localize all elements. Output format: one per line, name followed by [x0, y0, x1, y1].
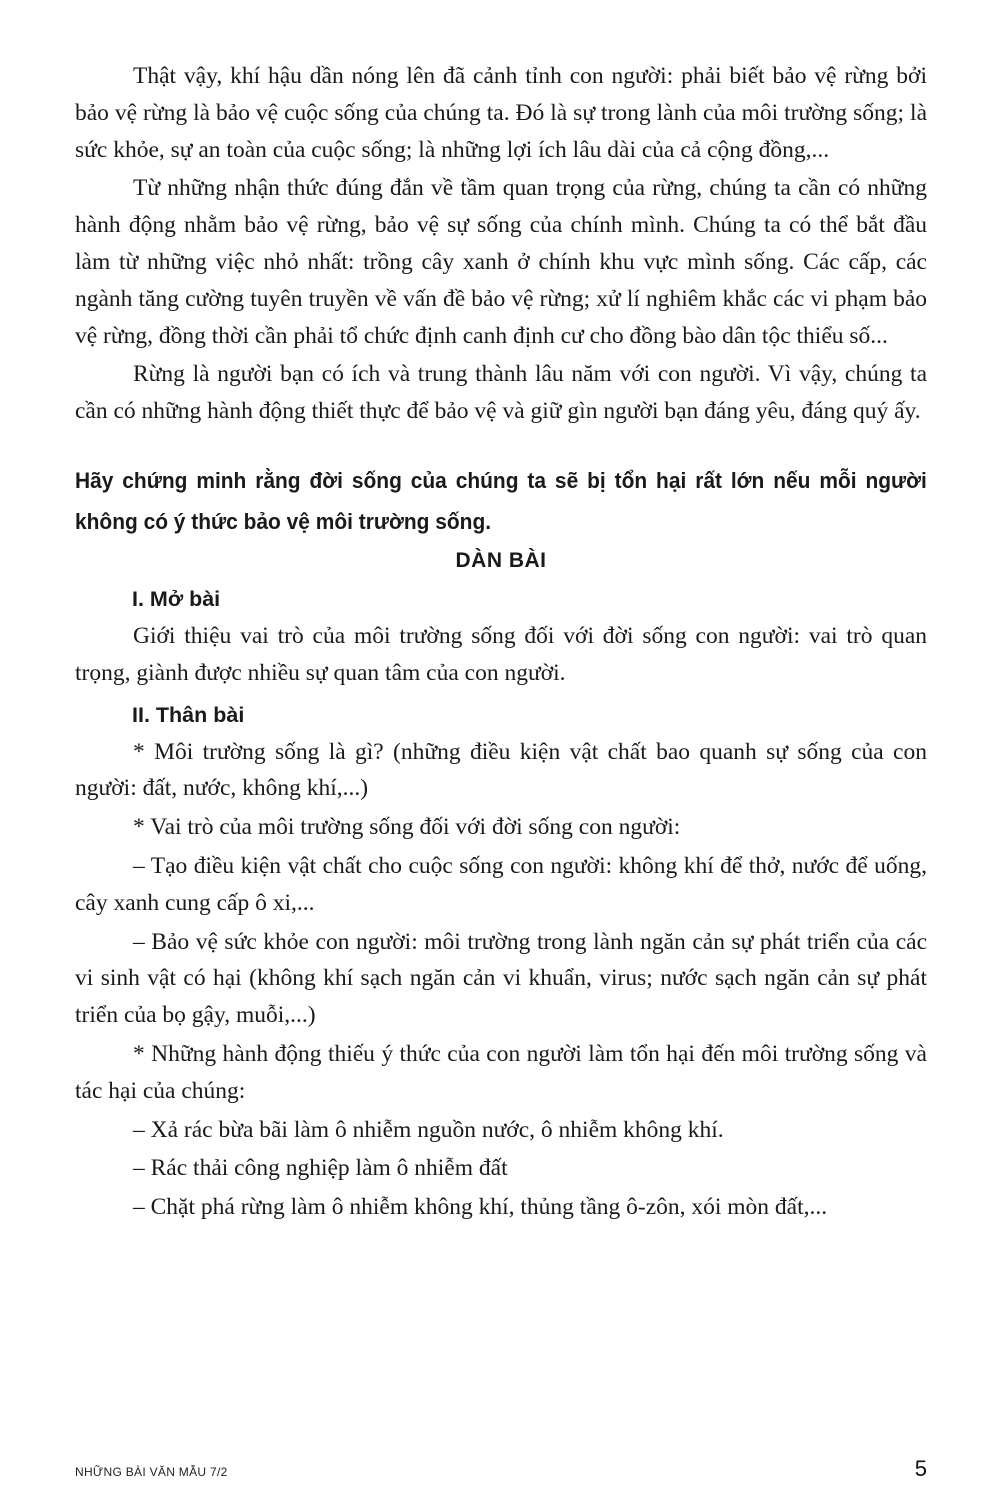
section-heading-body: II. Thân bài	[132, 702, 245, 727]
paragraph: – Bảo vệ sức khỏe con người: môi trường trong lành ngăn cản sự phát triển của các vi sinh vật có hại (không khí sạch ngăn cản vi khuẩn, virus; nước sạch ngăn cản sự phát triển của bọ gậy, muỗi,...)	[75, 928, 927, 1029]
paragraph: – Rác thải công nghiệp làm ô nhiễm đất	[133, 1155, 508, 1182]
outline-title: DÀN BÀI	[455, 548, 547, 572]
paragraph: * Môi trường sống là gì? (những điều kiện vật chất bao quanh sự sống của con người: đất, nước, không khí,...)	[75, 738, 927, 802]
paragraph: Giới thiệu vai trò của môi trường sống đối với đời sống con người: vai trò quan trọng, giành được nhiều sự quan tâm của con người.	[75, 622, 927, 686]
paragraph: – Chặt phá rừng làm ô nhiễm không khí, thủng tầng ô-zôn, xói mòn đất,...	[133, 1194, 828, 1221]
paragraph: – Tạo điều kiện vật chất cho cuộc sống con người: không khí để thở, nước để uống, cây xanh cung cấp ô xi,...	[75, 852, 927, 916]
paragraph: * Những hành động thiếu ý thức của con người làm tổn hại đến môi trường sống và tác hại của chúng:	[75, 1040, 927, 1104]
essay-question: Hãy chứng minh rằng đời sống của chúng ta sẽ bị tổn hại rất lớn nếu mỗi người không có ý thức bảo vệ môi trường sống.	[75, 467, 927, 534]
page-number: 5	[914, 1456, 927, 1481]
paragraph: * Vai trò của môi trường sống đối với đời sống con người:	[133, 814, 681, 841]
paragraph: Từ những nhận thức đúng đắn về tầm quan trọng của rừng, chúng ta cần có những hành động nhằm bảo vệ rừng, bảo vệ sự sống của chính mình. Chúng ta có thể bắt đầu làm từ những việc nhỏ nhất: trồng cây xanh ở chính khu vực mình sống. Các cấp, các ngành tăng cường tuyên truyền về vấn đề bảo vệ rừng; xử lí nghiêm khắc các vi phạm bảo vệ rừng, đồng thời cần phải tổ chức định canh định cư cho đồng bào dân tộc thiểu số...	[75, 175, 927, 349]
section-heading-intro: I. Mở bài	[132, 586, 221, 611]
page-body	[75, 58, 927, 1226]
paragraph: Thật vậy, khí hậu dần nóng lên đã cảnh tỉnh con người: phải biết bảo vệ rừng bởi bảo vệ rừng là bảo vệ cuộc sống của chúng ta. Đó là sự trong lành của môi trường sống; là sức khỏe, sự an toàn của cuộc sống; là những lợi ích lâu dài của cả cộng đồng,...	[75, 63, 927, 163]
footer-book-title: NHỮNG BÀI VĂN MẪU 7/2	[75, 1465, 228, 1479]
paragraph: – Xả rác bừa bãi làm ô nhiễm nguồn nước, ô nhiễm không khí.	[133, 1116, 724, 1143]
paragraph: Rừng là người bạn có ích và trung thành lâu năm với con người. Vì vậy, chúng ta cần có những hành động thiết thực để bảo vệ và giữ gìn người bạn đáng yêu, đáng quý ấy.	[75, 361, 927, 425]
